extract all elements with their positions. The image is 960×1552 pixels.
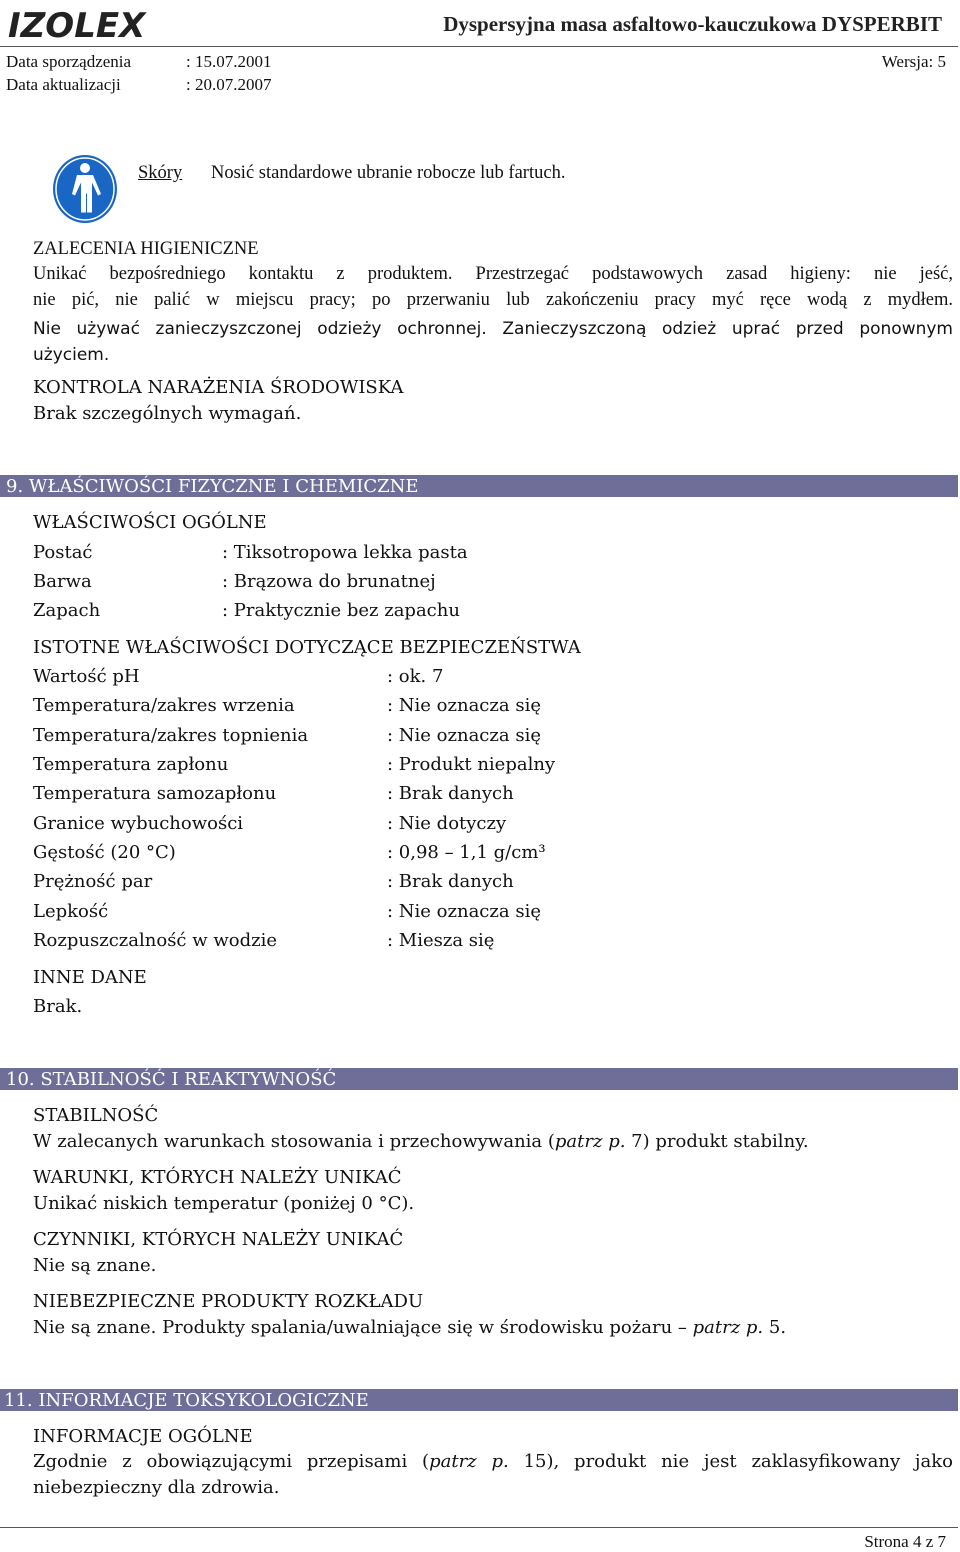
safety-value: : Nie oznacza się: [387, 901, 541, 922]
section-9-title: 9. WŁAŚCIWOŚCI FIZYCZNE I CHEMICZNE: [6, 476, 419, 497]
tox-line-1: Zgodnie z obowiązującymi przepisami (patrz p. 15), produkt nie jest zaklasyfikowany jako: [33, 1451, 953, 1472]
hygiene-heading: ZALECENIA HIGIENICZNE: [33, 239, 259, 259]
stability-heading: STABILNOŚĆ: [33, 1105, 159, 1126]
safety-label: Temperatura zapłonu: [33, 754, 229, 775]
general-value: : Praktycznie bez zapachu: [222, 600, 460, 621]
safety-label: Temperatura/zakres wrzenia: [33, 695, 295, 716]
safety-label: Rozpuszczalność w wodzie: [33, 930, 278, 951]
safety-value: : Nie oznacza się: [387, 725, 541, 746]
safety-value: : Produkt niepalny: [387, 754, 556, 775]
avoid-factors-text: Nie są znane.: [33, 1255, 157, 1276]
avoid-conditions-heading: WARUNKI, KTÓRYCH NALEŻY UNIKAĆ: [33, 1167, 402, 1188]
tox-heading: INFORMACJE OGÓLNE: [33, 1426, 253, 1447]
avoid-conditions-text: Unikać niskich temperatur (poniżej 0 °C).: [33, 1193, 415, 1214]
avoid-factors-heading: CZYNNIKI, KTÓRYCH NALEŻY UNIKAĆ: [33, 1229, 404, 1250]
skin-text: Nosić standardowe ubranie robocze lub fartuch.: [211, 163, 566, 183]
safety-label: Temperatura/zakres topnienia: [33, 725, 309, 746]
hygiene-line-4: użyciem.: [33, 345, 110, 365]
hygiene-line-1: Unikać bezpośredniego kontaktu z produktem. Przestrzegać podstawowych zasad higieny: nie jeść,: [33, 264, 953, 284]
header-divider: [0, 46, 958, 47]
hygiene-line-3: Nie używać zanieczyszczonej odzieży ochronnej. Zanieczyszczoną odzież uprać przed ponownym: [33, 319, 953, 339]
page-number: Strona 4 z 7: [864, 1532, 946, 1551]
env-heading: KONTROLA NARAŻENIA ŚRODOWISKA: [33, 377, 404, 398]
decomposition-text: Nie są znane. Produkty spalania/uwalniające się w środowisku pożaru – patrz p. 5.: [33, 1317, 787, 1338]
other-heading: INNE DANE: [33, 967, 147, 988]
version: Wersja: 5: [881, 52, 946, 71]
logo-text: IZOLEX: [8, 6, 146, 42]
safety-value: : ok. 7: [387, 666, 444, 687]
safety-value: : Brak danych: [387, 783, 514, 804]
safety-heading: ISTOTNE WŁAŚCIWOŚCI DOTYCZĄCE BEZPIECZEŃSTWA: [33, 637, 581, 658]
skin-label: Skóry: [138, 163, 183, 183]
created-label: Data sporządzenia: [6, 52, 132, 71]
document-title: Dyspersyjna masa asfaltowo-kauczukowa DYSPERBIT: [443, 12, 942, 36]
safety-label: Temperatura samozapłonu: [33, 783, 277, 804]
safety-label: Gęstość (20 °C): [33, 842, 176, 863]
section-10-title: 10. STABILNOŚĆ I REAKTYWNOŚĆ: [6, 1069, 337, 1090]
general-heading: WŁAŚCIWOŚCI OGÓLNE: [33, 512, 267, 533]
footer-divider: [0, 1527, 958, 1528]
safety-label: Prężność par: [33, 871, 153, 892]
general-label: Zapach: [33, 600, 101, 621]
env-text: Brak szczególnych wymagań.: [33, 403, 302, 424]
safety-value: : Nie oznacza się: [387, 695, 541, 716]
section-10-bar: [0, 1068, 958, 1090]
section-11-title: 11. INFORMACJE TOKSYKOLOGICZNE: [4, 1390, 369, 1411]
hygiene-line-2: nie pić, nie palić w miejscu pracy; po przerwaniu lub zakończeniu pracy myć ręce wodą z mydłem.: [33, 290, 953, 310]
safety-value: : Nie dotyczy: [387, 813, 507, 834]
stability-text: W zalecanych warunkach stosowania i przechowywania (patrz p. 7) produkt stabilny.: [33, 1131, 809, 1152]
decomposition-heading: NIEBEZPIECZNE PRODUKTY ROZKŁADU: [33, 1291, 424, 1312]
safety-label: Lepkość: [33, 901, 109, 922]
general-label: Postać: [33, 542, 93, 563]
safety-label: Granice wybuchowości: [33, 813, 244, 834]
section-11-bar: [0, 1389, 958, 1411]
general-value: : Tiksotropowa lekka pasta: [222, 542, 468, 563]
general-label: Barwa: [33, 571, 92, 592]
section-9-bar: [0, 475, 958, 497]
safety-value: : 0,98 – 1,1 g/cm³: [387, 842, 546, 863]
safety-value: : Miesza się: [387, 930, 495, 951]
safety-value: : Brak danych: [387, 871, 514, 892]
general-value: : Brązowa do brunatnej: [222, 571, 436, 592]
izolex-logo: [6, 4, 174, 42]
tox-line-2: niebezpieczny dla zdrowia.: [33, 1477, 280, 1498]
updated-value: : 20.07.2007: [186, 75, 272, 94]
safety-label: Wartość pH: [33, 666, 140, 687]
other-text: Brak.: [33, 996, 83, 1017]
updated-label: Data aktualizacji: [6, 75, 121, 94]
created-value: : 15.07.2001: [186, 52, 272, 71]
protective-suit-icon: [52, 154, 118, 224]
